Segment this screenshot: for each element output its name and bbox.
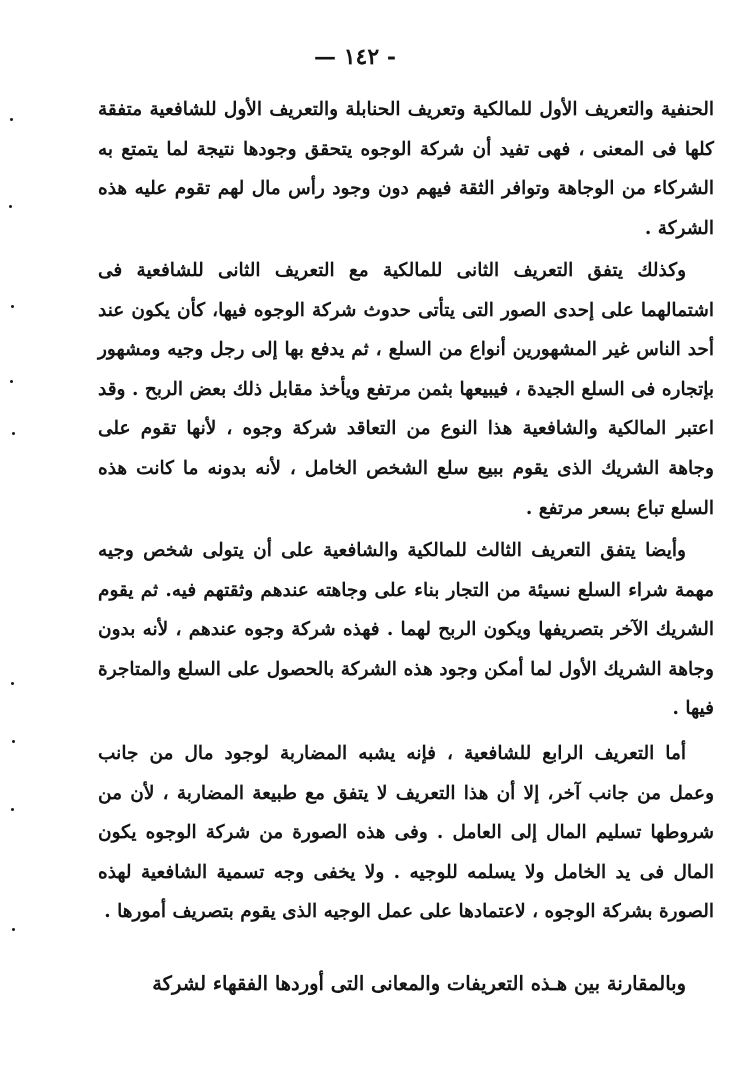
paragraph-3-block — [98, 531, 714, 729]
scan-speck — [12, 432, 15, 435]
paragraph-4-block — [98, 734, 714, 932]
scan-speck — [12, 740, 15, 743]
paragraph-4: أما التعريف الرابع للشافعية ، فإنه يشبه المضاربة لوجود مال من جانب وعمل من جانب آخر، إلا أن هذا التعريف لا يتفق مع طبيعة المضاربة ، لأن من شروطها تسليم المال إلى العامل . وفى هذه الصورة من شركة الوجوه يكون المال فى يد الخامل ولا يسلمه للوجيه . ولا يخفى وجه تسمية الشافعية لهذه الصورة بشركة الوجوه ، لاعتمادها على عمل الوجيه الذى يقوم بتصريف أمورها . — [98, 743, 714, 923]
scan-speck — [10, 380, 13, 383]
paragraph-3: وأيضا يتفق التعريف الثالث للمالكية والشافعية على أن يتولى شخص وجيه مهمة شراء السلع نسيئة من التجار بناء على وجاهته عندهم وثقتهم فيه. ثم يقوم الشريك الآخر بتصريفها ويكون الربح لهما . فهذه شركة وجوه عندهم ، لأنه بدون وجاهة الشريك الأول لما أمكن وجود هذه الشركة بالحصول على السلع والمتاجرة فيها . — [98, 540, 714, 720]
scan-speck — [10, 118, 13, 121]
paragraph-5: وبالمقارنة بين هـذه التعريفات والمعانى التى أوردها الفقهاء لشركة — [152, 972, 686, 995]
paragraph-1-block — [98, 90, 714, 248]
paragraph-5-block — [98, 964, 714, 1004]
scan-speck — [11, 808, 14, 811]
scan-speck — [12, 928, 15, 931]
scan-speck — [11, 682, 14, 685]
scan-speck — [9, 205, 12, 208]
scan-speck — [11, 305, 14, 308]
paragraph-1: الحنفية والتعريف الأول للمالكية وتعريف الحنابلة والتعريف الأول للشافعية متفقة كلها فى المعنى ، فهى تفيد أن شركة الوجوه يتحقق وجودها نتيجة لما يتمتع به الشركاء من الوجاهة وتوافر الثقة فيهم دون وجود رأس مال لهم تقوم عليه هذه الشركة . — [98, 99, 714, 239]
paragraph-2: وكذلك يتفق التعريف الثانى للمالكية مع التعريف الثانى للشافعية فى اشتمالهما على إحدى الصور التى يتأتى حدوث شركة الوجوه فيها، كأن يكون عند أحد الناس غير المشهورين أنواع من السلع ، ثم يدفع بها إلى رجل وجيه ومشهور بإتجاره فى السلع الجيدة ، فيبيعها بثمن مرتفع ويأخذ مقابل ذلك بعض الربح . وقد اعتبر المالكية والشافعية هذا النوع من التعاقد شركة وجوه ، لأنها تقوم على وجاهة الشريك الذى يقوم ببيع سلع الشخص الخامل ، لأنه بدونه ما كانت هذه السلع تباع بسعر مرتفع . — [98, 260, 714, 519]
page-number: — ١٤٢ - — [314, 44, 396, 70]
paragraph-2-block — [98, 251, 714, 528]
